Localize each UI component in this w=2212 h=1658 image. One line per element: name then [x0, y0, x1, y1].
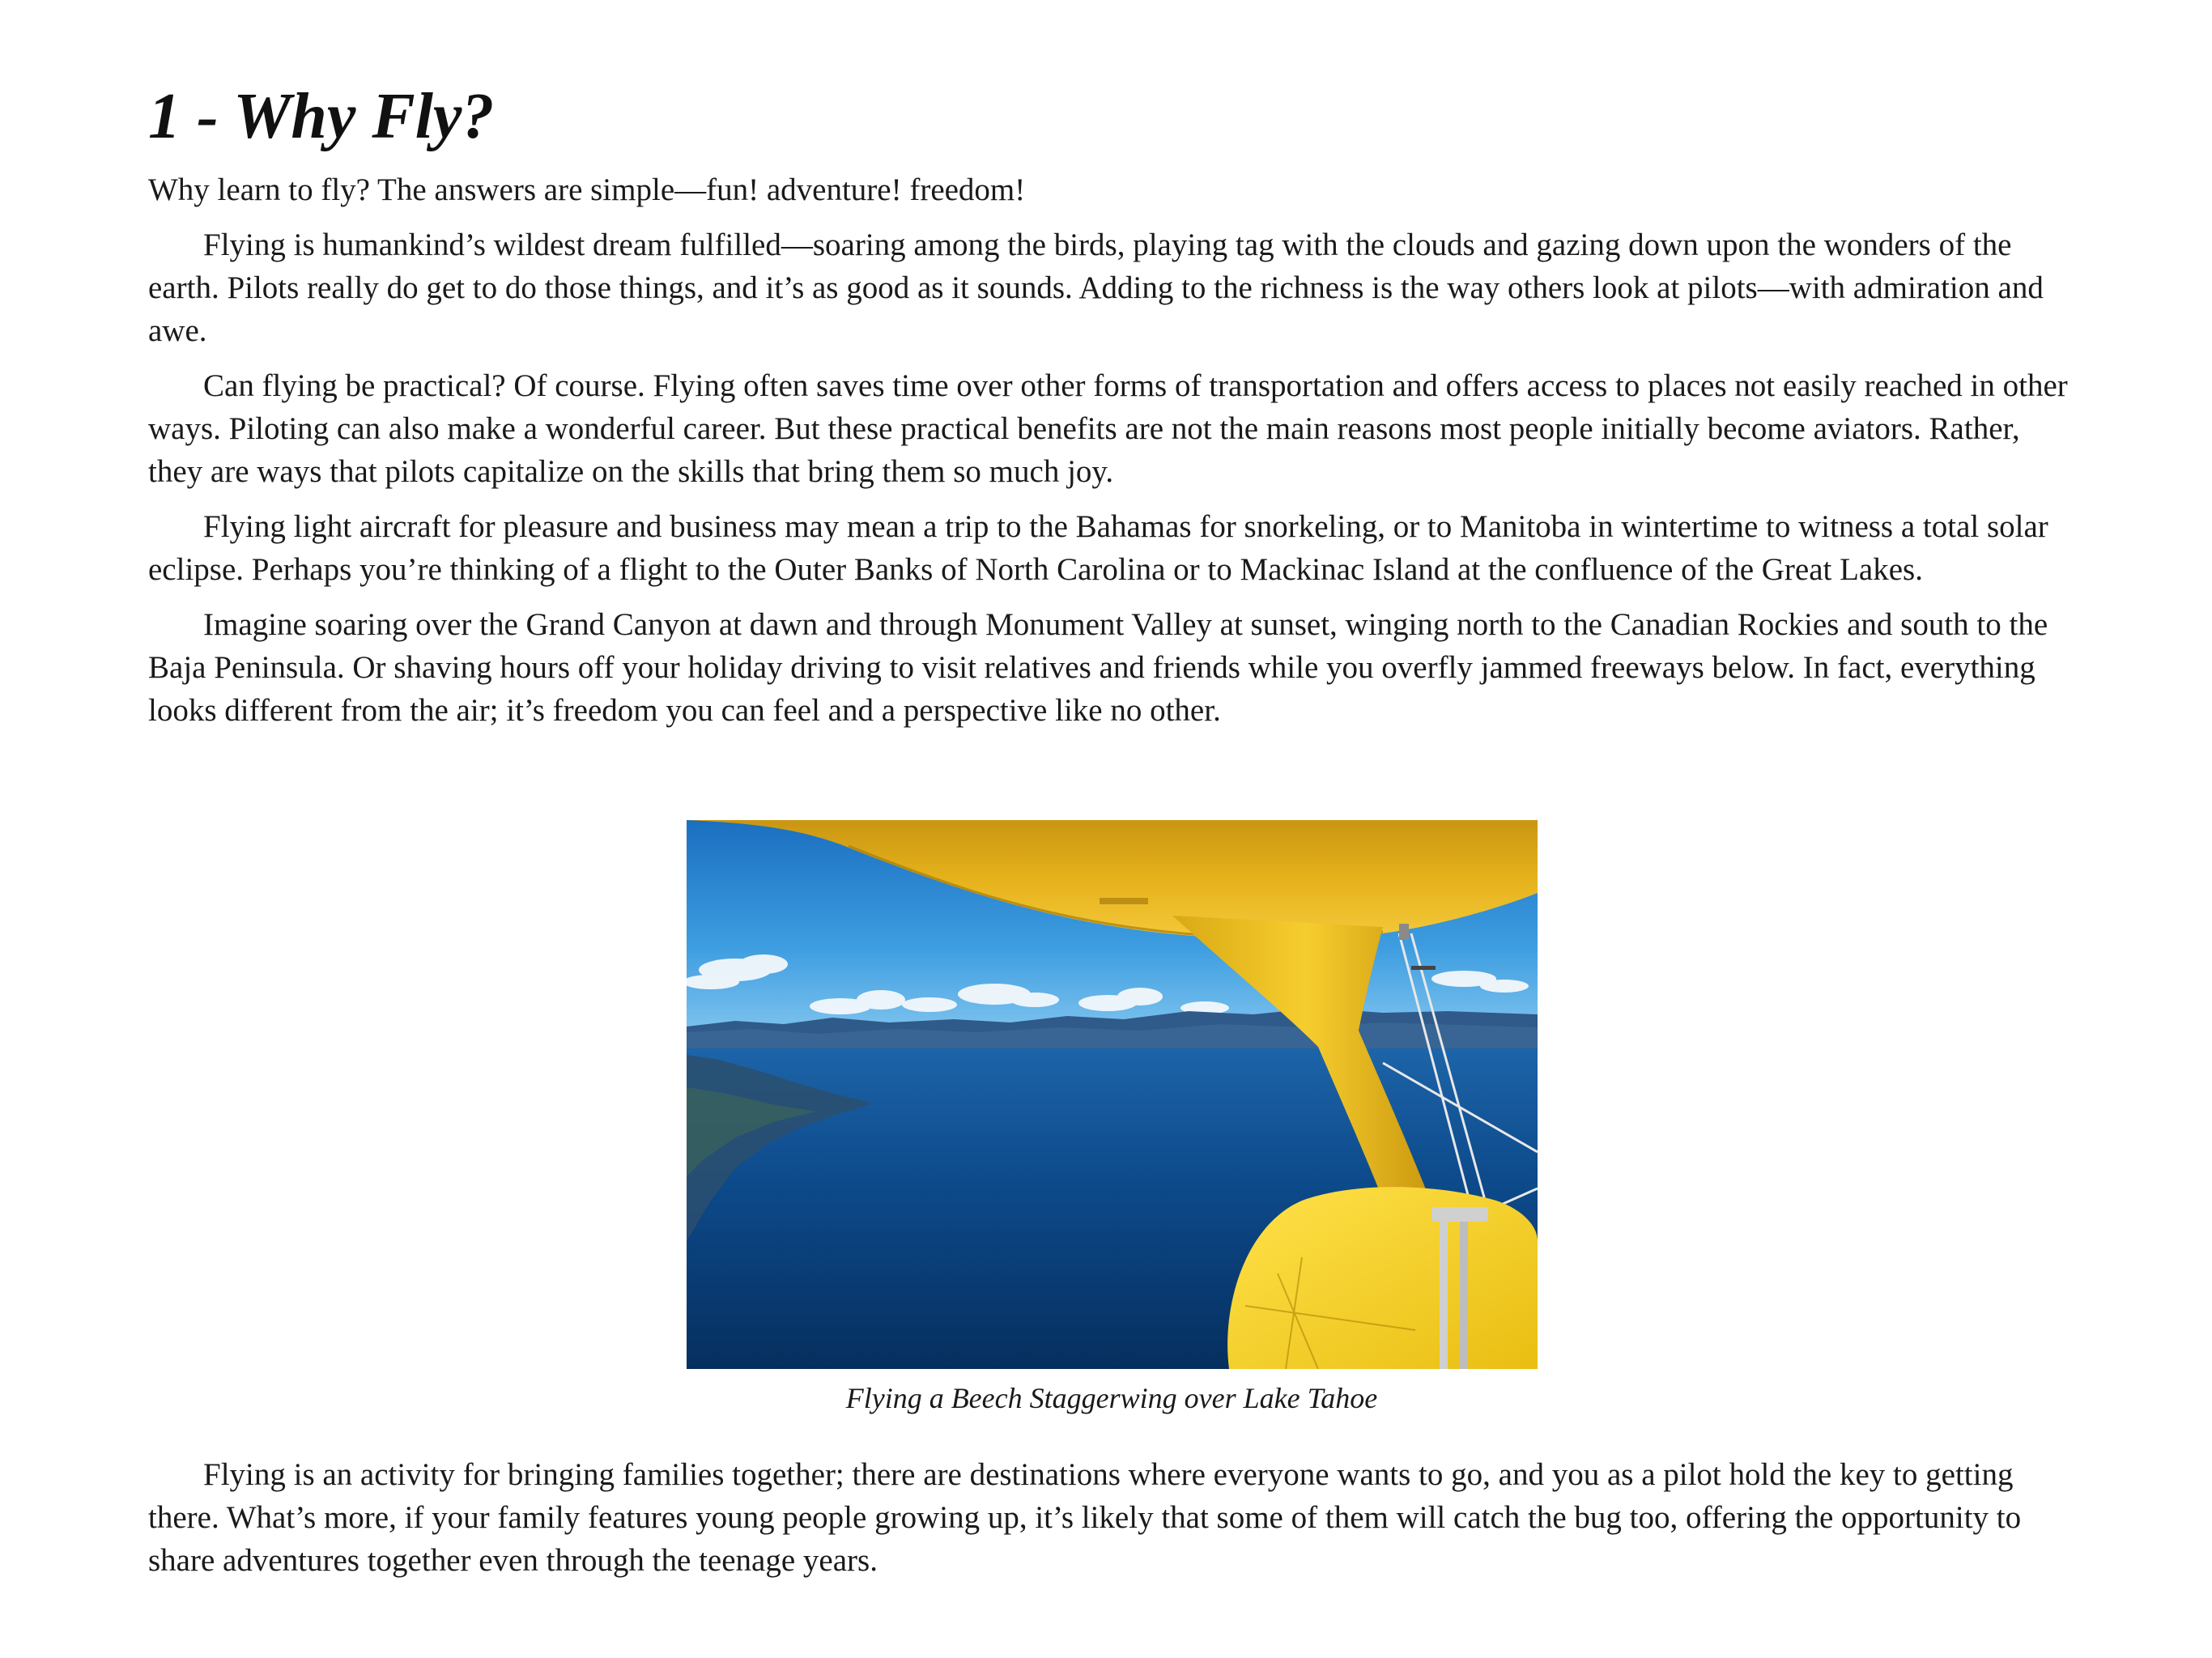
page-content-after: [148, 1453, 2075, 1582]
photo-figure: [148, 820, 2075, 1418]
chapter-title: 1 - Why Fly?: [148, 81, 495, 152]
page-content: [148, 78, 2075, 732]
strut-fitting: [1431, 1207, 1488, 1222]
paragraph-practical: Can flying be practical? Of course. Flying often saves time over other forms of transportation and offers access to places not easily reached in other ways. Piloting can also make a wonderful career. But these practical benefits are not the main reasons most people initially become aviators. Rather, they are ways that pilots capitalize on the skills that bring them so much joy.: [148, 368, 2068, 489]
paragraph-imagine: Imagine soaring over the Grand Canyon at dawn and through Monument Valley at sunset, winging north to the Canadian Rockies and south to the Baja Peninsula. Or shaving hours off your holiday driving to visit relatives and friends while you overfly jammed freeways below. In fact, everything looks different from the air; it’s freedom you can feel and a perspective like no other.: [148, 607, 2048, 728]
paragraph-families: Flying is an activity for bringing families together; there are destinations where everyone wants to go, and you as a pilot hold the key to getting there. What’s more, if your family features young people growing up, it’s likely that some of them will catch the bug too, offering the opportunity to share adventures together even through the teenage years.: [148, 1457, 2022, 1578]
paragraph-intro: Why learn to fly? The answers are simple—fun! adventure! freedom!: [148, 172, 1026, 207]
photo-caption: Flying a Beech Staggerwing over Lake Tahoe: [845, 1382, 1378, 1414]
paragraph-destinations: Flying light aircraft for pleasure and business may mean a trip to the Bahamas for snorkeling, or to Manitoba in wintertime to witness a total solar eclipse. Perhaps you’re thinking of a flight to the Outer Banks of North Carolina or to Mackinac Island at the confluence of the Great Lakes.: [148, 509, 2048, 587]
biplane-over-lake-photo: [687, 820, 1538, 1369]
paragraph-dream: Flying is humankind’s wildest dream fulfilled—soaring among the birds, playing tag with the clouds and gazing down upon the wonders of the earth. Pilots really do get to do those things, and it’s as good as it sounds. Adding to the richness is the way others look at pilots—with admiration and awe.: [148, 227, 2044, 348]
